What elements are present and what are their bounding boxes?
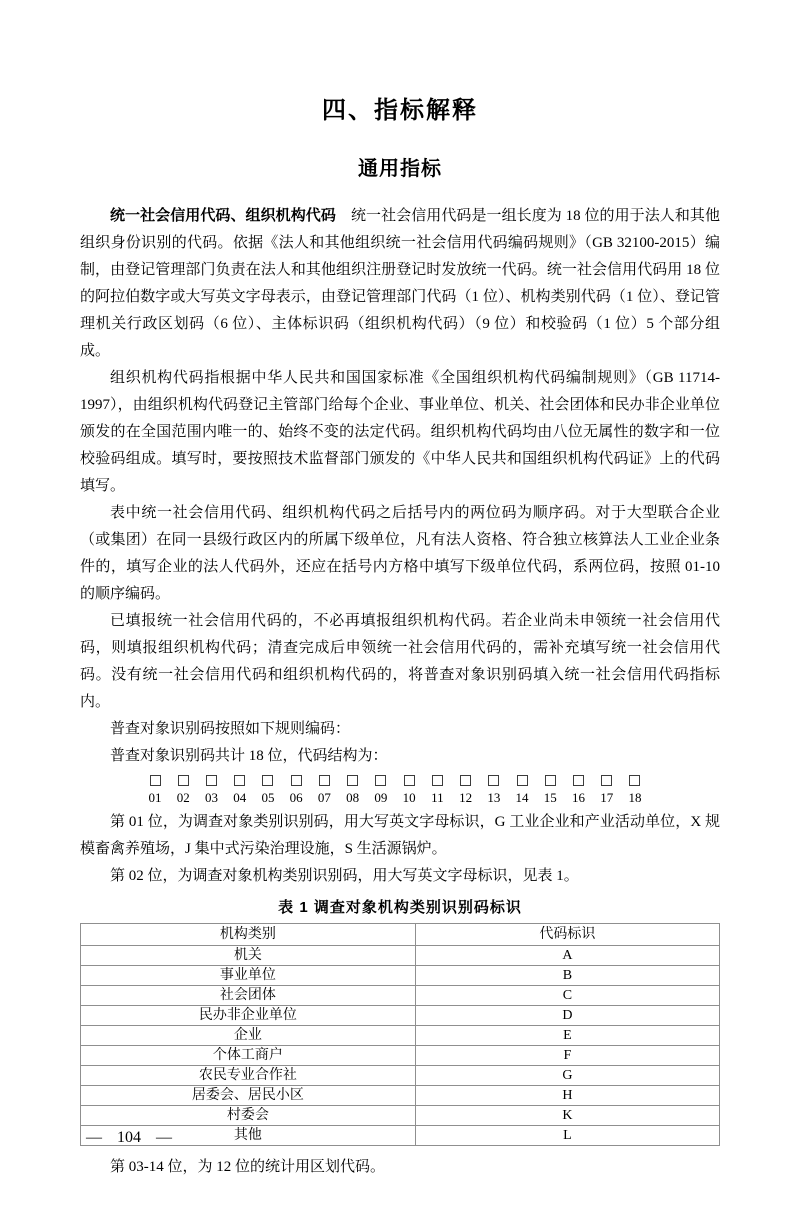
code-cell — [453, 775, 479, 806]
checkbox-icon — [347, 775, 358, 786]
checkbox-icon — [206, 775, 217, 786]
table-row — [81, 1126, 720, 1146]
cell-category: 机关 — [81, 946, 416, 966]
code-cell — [255, 775, 281, 806]
position-label: 14 — [515, 790, 529, 805]
checkbox-icon — [432, 775, 443, 786]
position-label: 03 — [204, 790, 218, 805]
paragraph-org-code: 组织机构代码指根据中华人民共和国国家标准《全国组织机构代码编制规则》（GB 11714-1997），由组织机构代码登记主管部门给每个企业、事业单位、机关、社会团体和民办非企业单位颁发的在全国范围内唯一的、始终不变的法定代码。组织机构代码均由八位无属性的数字和一位校验码组成。填写时，要按照技术监督部门颁发的《中华人民共和国组织机构代码证》上的代码填写。 — [80, 370, 720, 494]
table-row — [81, 1106, 720, 1126]
table-row — [81, 1006, 720, 1026]
paragraph-lead-body: 统一社会信用代码是一组长度为 18 位的用于法人和其他组织身份识别的代码。依据《法人和其他组织统一社会信用代码编码规则》（GB 32100-2015）编制，由登记管理部门负责在法人和其他组织注册登记时发放统一代码。统一社会信用代码用 18 位的阿拉伯数字或大写英文字母表示，由登记管理部门代码（1 位）、机构类别代码（1 位）、登记管理机关行政区划码（6 位）、主体标识码（组织机构代码）（9 位）和校验码（1 位）5 个部分组成。 — [80, 208, 720, 359]
position-label: 01 — [148, 790, 162, 805]
table-row — [81, 986, 720, 1006]
subsection-title: 通用指标 — [358, 158, 442, 180]
table-row — [81, 966, 720, 986]
document-page — [0, 90, 800, 1221]
code-cell — [340, 775, 366, 806]
cell-code: D — [415, 1006, 719, 1026]
position-label: 12 — [459, 790, 473, 805]
cell-category: 农民专业合作社 — [81, 1066, 416, 1086]
code-cell — [142, 775, 168, 806]
checkbox-icon — [319, 775, 330, 786]
footer-dash-left: — — [86, 1129, 102, 1146]
code-cell — [396, 775, 422, 806]
code-cell — [311, 775, 337, 806]
cell-category: 民办非企业单位 — [81, 1006, 416, 1026]
cell-code: K — [415, 1106, 719, 1126]
table-row — [81, 946, 720, 966]
position-label: 08 — [346, 790, 360, 805]
org-category-code-table — [80, 923, 720, 1146]
footer-dash-right: — — [156, 1129, 172, 1146]
checkbox-icon — [517, 775, 528, 786]
position-label: 17 — [600, 790, 614, 805]
paragraph-digit-01: 第 01 位，为调查对象类别识别码，用大写英文字母标识，G 工业企业和产业活动单位，X 规模畜禽养殖场，J 集中式污染治理设施，S 生活源锅炉。 — [80, 814, 720, 857]
cell-code: H — [415, 1086, 719, 1106]
paragraph-digit-02: 第 02 位，为调查对象机构类别识别码，用大写英文字母标识，见表 1。 — [110, 868, 579, 884]
position-label: 10 — [402, 790, 416, 805]
paragraph-lead-term: 统一社会信用代码、组织机构代码 — [110, 207, 336, 224]
code-cell — [537, 775, 563, 806]
code-cell — [566, 775, 592, 806]
code-structure-boxes — [142, 775, 648, 806]
col-header-category: 机构类别 — [81, 924, 416, 946]
cell-code: E — [415, 1026, 719, 1046]
code-cell — [227, 775, 253, 806]
checkbox-icon — [262, 775, 273, 786]
cell-code: C — [415, 986, 719, 1006]
code-cell — [368, 775, 394, 806]
table-row — [81, 1066, 720, 1086]
position-label: 09 — [374, 790, 388, 805]
checkbox-icon — [488, 775, 499, 786]
cell-category: 社会团体 — [81, 986, 416, 1006]
position-label: 07 — [317, 790, 331, 805]
position-label: 13 — [487, 790, 501, 805]
code-cell — [424, 775, 450, 806]
cell-category: 村委会 — [81, 1106, 416, 1126]
col-header-code: 代码标识 — [415, 924, 719, 946]
page-number: 104 — [117, 1129, 141, 1146]
paragraph-id-structure: 普查对象识别码共计 18 位，代码结构为： — [110, 748, 388, 764]
code-cell — [594, 775, 620, 806]
code-cell — [198, 775, 224, 806]
checkbox-icon — [601, 775, 612, 786]
table-caption: 表 1 调查对象机构类别识别码标识 — [278, 899, 522, 916]
table-header-row — [81, 924, 720, 946]
checkbox-icon — [629, 775, 640, 786]
checkbox-icon — [291, 775, 302, 786]
position-label: 04 — [233, 790, 247, 805]
cell-code: L — [415, 1126, 719, 1146]
checkbox-icon — [404, 775, 415, 786]
table-row — [81, 1026, 720, 1046]
paragraph-filled-code: 已填报统一社会信用代码的，不必再填报组织机构代码。若企业尚未申领统一社会信用代码，则填报组织机构代码；清查完成后申领统一社会信用代码的，需补充填写统一社会信用代码。没有统一社会信用代码和组织机构代码的，将普查对象识别码填入统一社会信用代码指标内。 — [80, 613, 720, 710]
position-label: 11 — [431, 790, 444, 805]
position-label: 18 — [628, 790, 642, 805]
cell-code: F — [415, 1046, 719, 1066]
code-cell — [622, 775, 648, 806]
cell-code: G — [415, 1066, 719, 1086]
paragraph-id-rule: 普查对象识别码按照如下规则编码： — [110, 721, 351, 737]
code-cell — [509, 775, 535, 806]
checkbox-icon — [545, 775, 556, 786]
checkbox-icon — [178, 775, 189, 786]
position-label: 02 — [176, 790, 190, 805]
paragraph-unified-credit-code — [80, 202, 720, 365]
cell-category: 个体工商户 — [81, 1046, 416, 1066]
checkbox-icon — [375, 775, 386, 786]
cell-category: 事业单位 — [81, 966, 416, 986]
paragraph-digit-03-14: 第 03-14 位，为 12 位的统计用区划代码。 — [110, 1159, 385, 1175]
position-label: 16 — [572, 790, 586, 805]
checkbox-icon — [150, 775, 161, 786]
position-label: 05 — [261, 790, 275, 805]
checkbox-icon — [234, 775, 245, 786]
checkbox-icon — [573, 775, 584, 786]
code-cell — [481, 775, 507, 806]
section-title: 四、指标解释 — [322, 97, 478, 124]
page-footer — [86, 1129, 172, 1147]
code-cell — [283, 775, 309, 806]
cell-code: A — [415, 946, 719, 966]
cell-category: 其他 — [81, 1126, 416, 1146]
paragraph-sequence-code: 表中统一社会信用代码、组织机构代码之后括号内的两位码为顺序码。对于大型联合企业（或集团）在同一县级行政区内的所属下级单位，凡有法人资格、符合独立核算法人工业企业条件的，填写企业的法人代码外，还应在括号内方格中填写下级单位代码，系两位码，按照 01-10 的顺序编码。 — [80, 505, 720, 602]
checkbox-icon — [460, 775, 471, 786]
position-label: 06 — [289, 790, 303, 805]
table-row — [81, 1086, 720, 1106]
table-row — [81, 1046, 720, 1066]
code-cell — [170, 775, 196, 806]
cell-code: B — [415, 966, 719, 986]
cell-category: 企业 — [81, 1026, 416, 1046]
cell-category: 居委会、居民小区 — [81, 1086, 416, 1106]
position-label: 15 — [543, 790, 557, 805]
